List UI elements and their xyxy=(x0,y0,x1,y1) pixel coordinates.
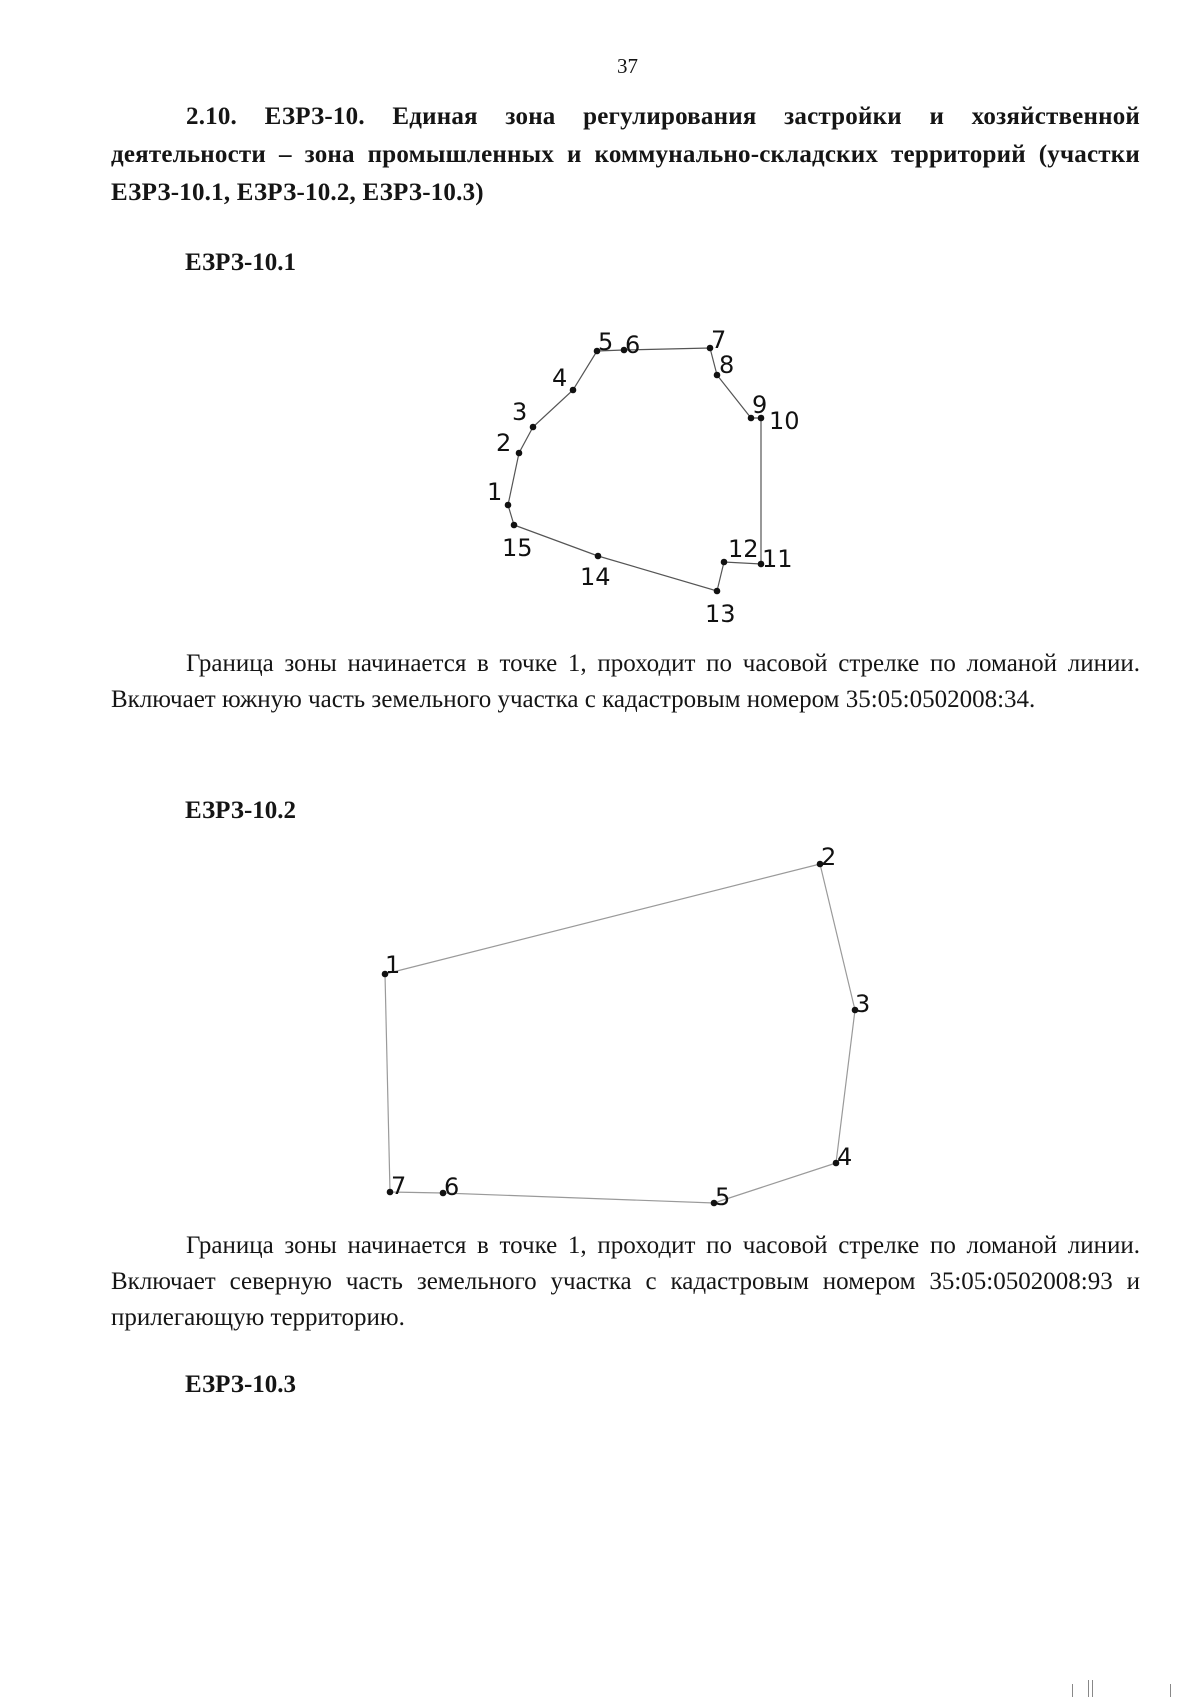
scan-artifact xyxy=(1072,1684,1073,1697)
vertex-label-1: 1 xyxy=(487,478,503,506)
vertex-label-10: 10 xyxy=(769,407,800,435)
vertex-label-15: 15 xyxy=(502,534,533,562)
vertex-label-2: 2 xyxy=(821,843,837,871)
vertex-label-2: 2 xyxy=(496,429,512,457)
vertex-13 xyxy=(714,588,721,595)
vertex-label-4: 4 xyxy=(552,364,568,392)
boundary-line-10-1 xyxy=(508,348,761,591)
vertex-label-1: 1 xyxy=(385,951,401,979)
vertex-label-3: 3 xyxy=(855,990,871,1018)
vertex-label-7: 7 xyxy=(391,1172,407,1200)
subheading-ezrz-10-1: ЕЗРЗ-10.1 xyxy=(185,249,297,276)
vertex-1 xyxy=(505,502,512,509)
vertex-labels-10-2 xyxy=(385,843,870,1211)
vertex-labels-10-1 xyxy=(487,326,800,628)
vertex-label-3: 3 xyxy=(512,398,528,426)
vertex-label-5: 5 xyxy=(598,328,614,356)
vertex-3 xyxy=(530,424,537,431)
vertex-label-8: 8 xyxy=(719,351,735,379)
page-number: 37 xyxy=(617,54,638,78)
boundary-line-10-2 xyxy=(385,864,855,1203)
vertex-label-9: 9 xyxy=(752,391,768,419)
description-ezrz-10-1: Граница зоны начинается в точке 1, проходит по часовой стрелке по ломаной линии. Включает южную часть земельного участка с кадастровым номером 35:05:0502008:34. xyxy=(111,650,1140,713)
vertex-label-6: 6 xyxy=(444,1173,460,1201)
vertex-markers-10-1 xyxy=(505,345,768,595)
vertex-label-14: 14 xyxy=(580,563,611,591)
vertex-label-12: 12 xyxy=(728,535,759,563)
vertex-12 xyxy=(721,559,728,566)
vertex-14 xyxy=(595,553,602,560)
scan-artifact xyxy=(1092,1680,1093,1697)
vertex-label-6: 6 xyxy=(625,331,641,359)
scan-artifact xyxy=(1170,1684,1171,1697)
vertex-markers-10-2 xyxy=(382,861,859,1207)
subheading-ezrz-10-3: ЕЗРЗ-10.3 xyxy=(185,1371,297,1398)
vertex-4 xyxy=(570,387,577,394)
subheading-ezrz-10-2: ЕЗРЗ-10.2 xyxy=(185,797,297,824)
vertex-2 xyxy=(516,450,523,457)
vertex-label-4: 4 xyxy=(837,1143,853,1171)
description-ezrz-10-2: Граница зоны начинается в точке 1, проходит по часовой стрелке по ломаной линии. Включает северную часть земельного участка с кадастровым номером 35:05:0502008:93 и прилегающую территорию. xyxy=(111,1232,1140,1331)
vertex-15 xyxy=(511,522,518,529)
section-heading: 2.10. ЕЗРЗ-10. Единая зона регулирования застройки и хозяйственной деятельности – зона промышленных и коммунально-складских территорий (участки ЕЗРЗ-10.1, ЕЗРЗ-10.2, ЕЗРЗ-10.3) xyxy=(111,103,1140,206)
vertex-label-7: 7 xyxy=(711,326,727,354)
vertex-label-11: 11 xyxy=(762,545,793,573)
scan-artifact xyxy=(1088,1680,1089,1697)
vertex-label-5: 5 xyxy=(715,1183,731,1211)
vertex-label-13: 13 xyxy=(705,600,736,628)
